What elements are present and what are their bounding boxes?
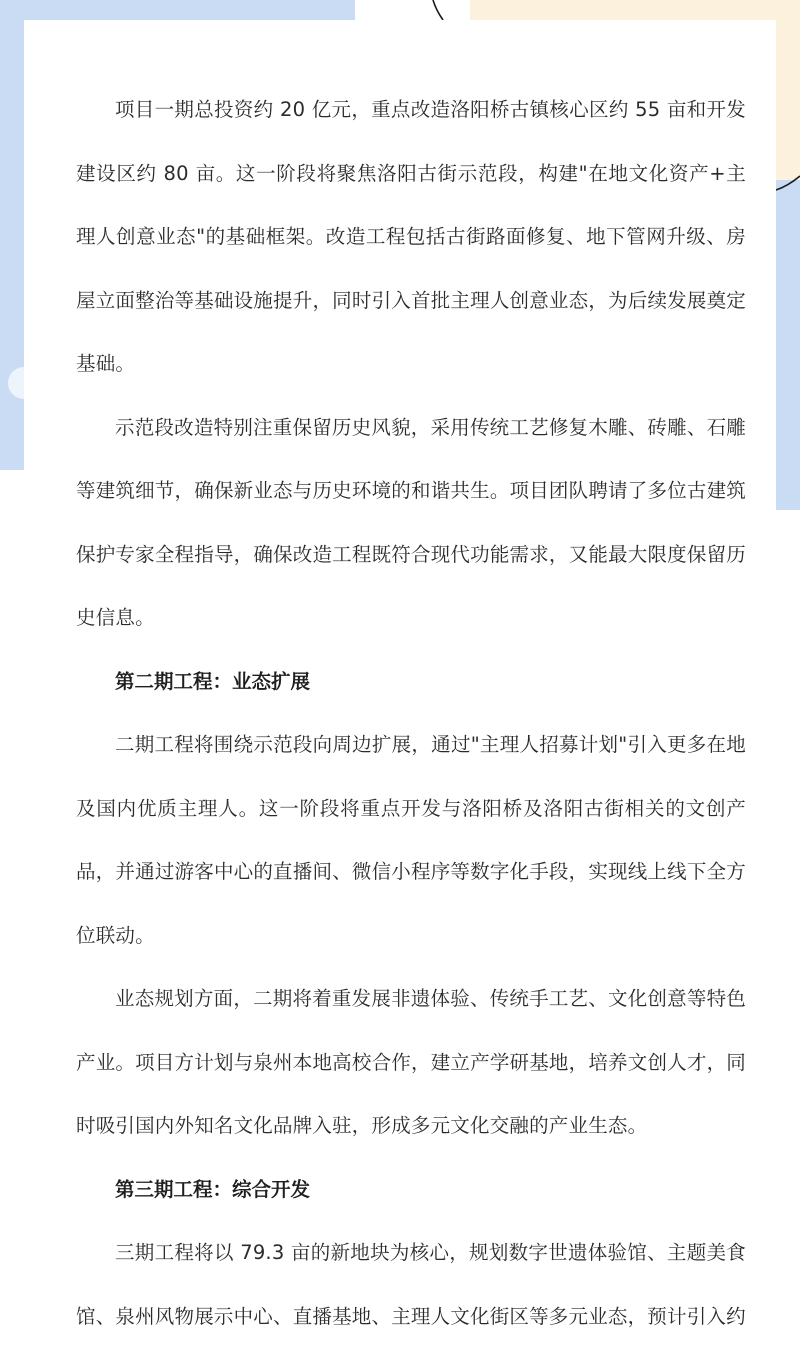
article-card xyxy=(24,20,776,1328)
paragraph-phase2-expansion: 二期工程将围绕示范段向周边扩展，通过"主理人招募计划"引入更多在地及国内优质主理人。这一阶段将重点开发与洛阳桥及洛阳古街相关的文创产品，并通过游客中心的直播间、微信小程序等数字化手段，实现线上线下全方位联动。 xyxy=(76,733,746,947)
paragraph-phase1-preservation: 示范段改造特别注重保留历史风貌，采用传统工艺修复木雕、砖雕、石雕等建筑细节，确保新业态与历史环境的和谐共生。项目团队聘请了多位古建筑保护专家全程指导，确保改造工程既符合现代功能需求，又能最大限度保留历史信息。 xyxy=(76,415,746,629)
paragraph-phase1-overview: 项目一期总投资约 20 亿元，重点改造洛阳桥古镇核心区约 55 亩和开发建设区约 80 亩。这一阶段将聚焦洛阳古街示范段，构建"在地文化资产+主理人创意业态"的基础框架。改造工程包括古街路面修复、地下管网升级、房屋立面整治等基础设施提升，同时引入首批主理人创意业态，为后续发展奠定基础。 xyxy=(76,98,746,375)
paragraph-phase3-development: 三期工程将以 79.3 亩的新地块为核心，规划数字世遗体验馆、主题美食馆、泉州风物展示中心、直播基地、主理人文化街区等多元业态，预计引入约 xyxy=(76,1241,746,1328)
section-heading-phase3: 第三期工程：综合开发 xyxy=(115,1177,311,1201)
section-heading-phase2: 第二期工程：业态扩展 xyxy=(115,669,311,693)
paragraph-phase2-planning: 业态规划方面，二期将着重发展非遗体验、传统手工艺、文化创意等特色产业。项目方计划与泉州本地高校合作，建立产学研基地，培养文创人才，同时吸引国内外知名文化品牌入驻，形成多元文化交融的产业生态。 xyxy=(76,987,746,1137)
